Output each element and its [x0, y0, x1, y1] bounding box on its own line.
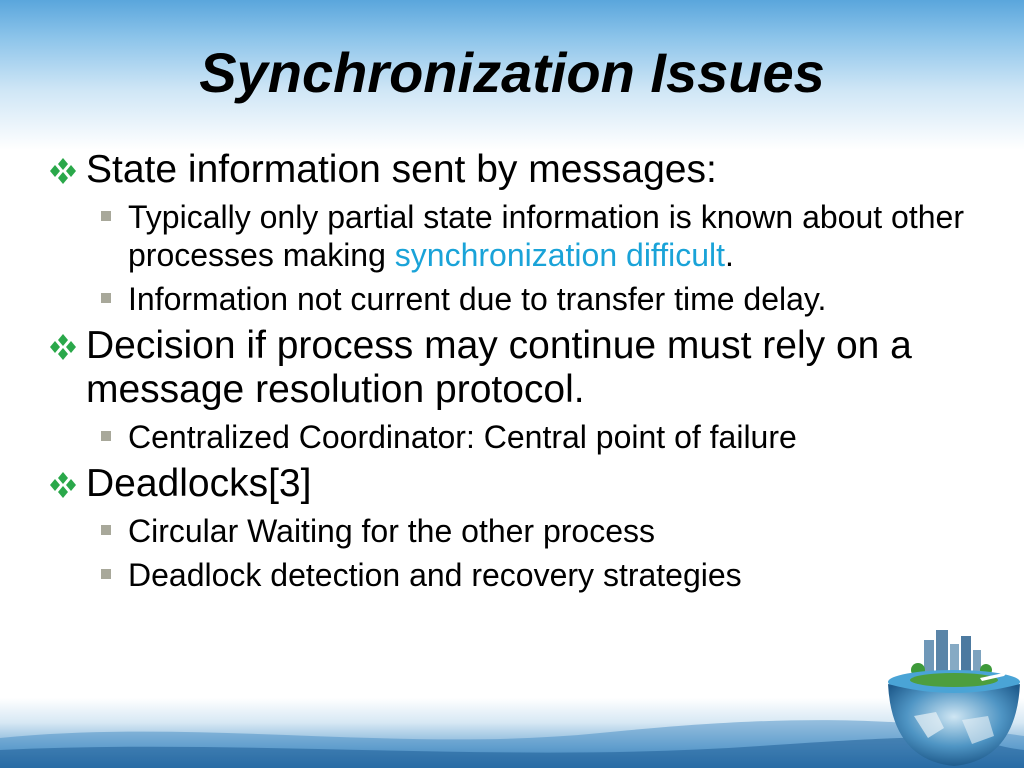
- sub-bullet-text-pre: Typically only partial state information is known about other processes making: [128, 199, 964, 273]
- square-bullet-icon: [101, 569, 111, 579]
- four-diamond-bullet-icon: [46, 332, 80, 362]
- sub-bullet-text: Information not current due to transfer time delay.: [128, 281, 827, 317]
- four-diamond-bullet-icon: [46, 470, 80, 500]
- sub-bullet-item: [46, 418, 1021, 456]
- sub-bullet-text: Deadlock detection and recovery strategies: [128, 557, 742, 593]
- bullet-item: [46, 324, 1021, 412]
- square-bullet-icon: [101, 211, 111, 221]
- bullet-text: State information sent by messages:: [86, 148, 717, 191]
- square-bullet-icon: [101, 431, 111, 441]
- sub-bullet-text-post: .: [725, 237, 734, 273]
- sub-bullet-text: Circular Waiting for the other process: [128, 513, 656, 549]
- square-bullet-icon: [101, 293, 111, 303]
- globe-city-island-icon: [884, 620, 1024, 768]
- sub-bullet-item: [46, 198, 1021, 274]
- slide-title: Synchronization Issues: [199, 41, 825, 104]
- highlighted-term: synchronization difficult: [394, 237, 726, 273]
- bullet-text: Decision if process may continue must rely on a message resolution protocol.: [86, 324, 912, 411]
- square-bullet-icon: [101, 525, 111, 535]
- sub-bullet-item: [46, 512, 1021, 550]
- sub-bullet-item: [46, 556, 1021, 594]
- four-diamond-bullet-icon: [46, 156, 80, 186]
- sub-bullet-item: [46, 280, 1021, 318]
- bullet-text: Deadlocks[3]: [86, 462, 312, 505]
- bullet-item: [46, 462, 1021, 506]
- slide-content: [46, 142, 1021, 594]
- sub-bullet-text: Centralized Coordinator: Central point of failure: [128, 419, 797, 455]
- bullet-item: [46, 148, 1021, 192]
- footer-wave-decoration: [0, 698, 1024, 768]
